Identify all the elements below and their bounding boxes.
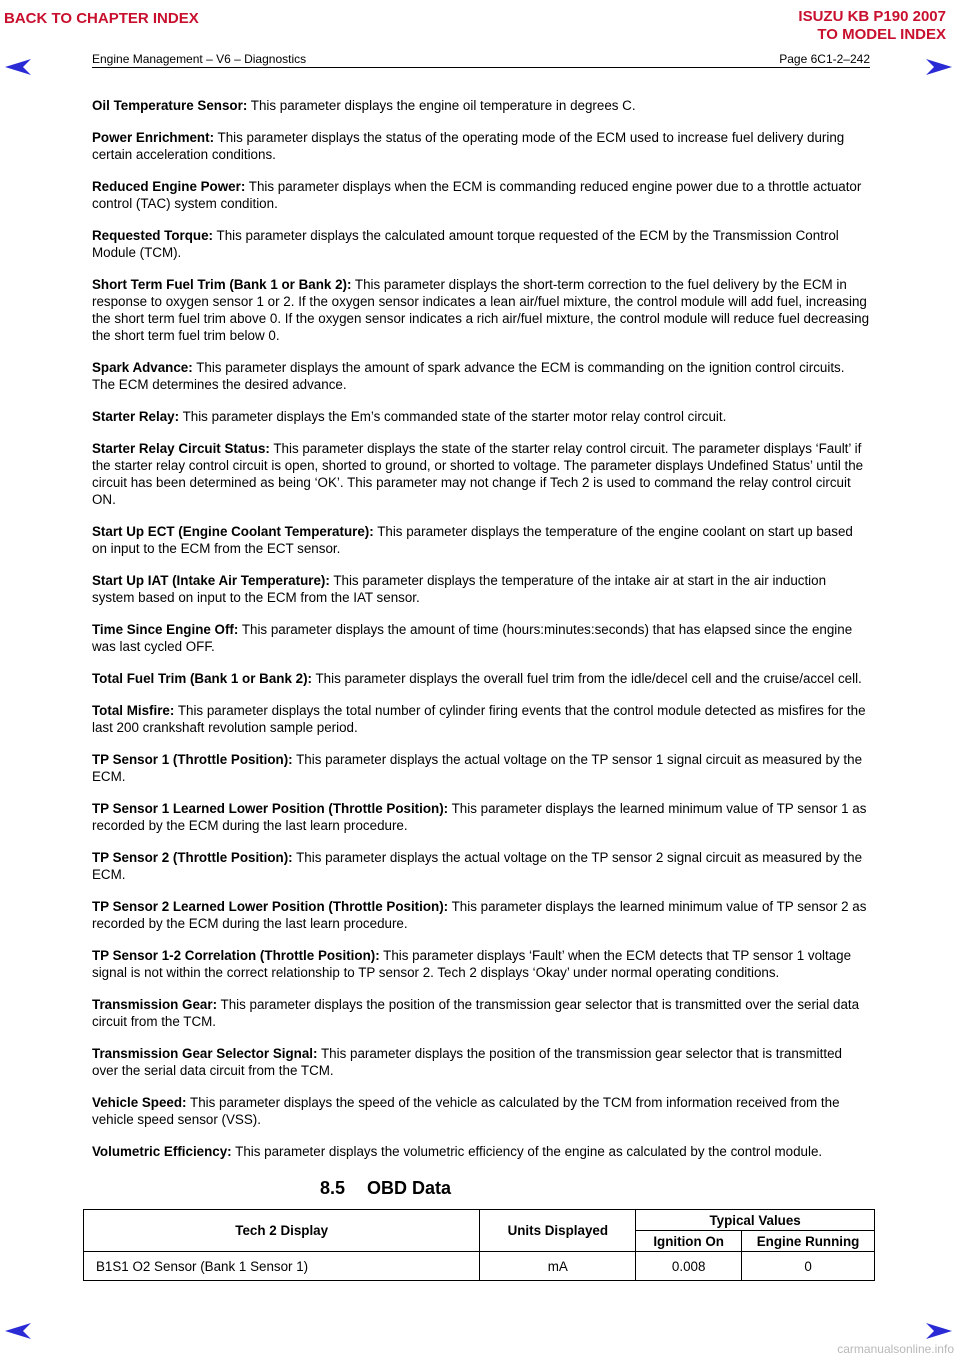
parameter-description: This parameter displays the position of the transmission gear selector that is transmitted over the serial data circuit from the TCM. <box>92 997 860 1029</box>
cell-display: B1S1 O2 Sensor (Bank 1 Sensor 1) <box>84 1252 480 1281</box>
parameter-description: This parameter displays the total number of cylinder firing events that the control module detected as misfires for the last 200 crankshaft revolution sample period. <box>92 703 866 735</box>
parameter-description: This parameter displays the temperature of the engine coolant on start up based on input to the ECM from the ECT sensor. <box>92 524 853 556</box>
obd-data-table <box>83 1209 875 1281</box>
parameter-term: Total Misfire: <box>92 703 175 718</box>
parameter-paragraph <box>92 408 870 425</box>
parameter-paragraph <box>92 1045 870 1079</box>
parameter-term: Total Fuel Trim (Bank 1 or Bank 2): <box>92 671 312 686</box>
parameter-term: Start Up IAT (Intake Air Temperature): <box>92 573 330 588</box>
parameter-paragraph <box>92 947 870 981</box>
back-to-chapter-index-link[interactable]: BACK TO CHAPTER INDEX <box>4 10 199 27</box>
parameter-description: This parameter displays the volumetric efficiency of the engine as calculated by the control module. <box>231 1144 823 1159</box>
header-typical-values: Typical Values <box>636 1210 875 1231</box>
parameter-paragraph <box>92 996 870 1030</box>
section-heading <box>320 1178 451 1199</box>
parameter-term: Requested Torque: <box>92 228 214 243</box>
parameter-description: This parameter displays the amount of time (hours:minutes:seconds) that has elapsed since the engine was last cycled OFF. <box>92 622 853 654</box>
parameter-description: This parameter displays the learned minimum value of TP sensor 2 as recorded by the ECM during the last learn procedure. <box>92 899 867 931</box>
parameter-term: TP Sensor 2 Learned Lower Position (Throttle Position): <box>92 899 449 914</box>
page-number: Page 6C1-2–242 <box>779 52 870 66</box>
parameter-paragraph <box>92 1143 870 1160</box>
parameter-term: Start Up ECT (Engine Coolant Temperature): <box>92 524 374 539</box>
parameter-description: This parameter displays the actual voltage on the TP sensor 2 signal circuit as measured by the ECM. <box>92 850 863 882</box>
parameter-description: This parameter displays the status of the operating mode of the ECM used to increase fuel delivery during certain acceleration conditions. <box>92 130 845 162</box>
model-nav <box>798 8 946 44</box>
section-number: 8.5 <box>320 1178 346 1198</box>
parameter-description: This parameter displays the calculated amount torque requested of the ECM by the Transmission Control Module (TCM). <box>92 228 839 260</box>
parameter-term: TP Sensor 2 (Throttle Position): <box>92 850 293 865</box>
parameter-paragraph <box>92 898 870 932</box>
section-title: OBD Data <box>367 1178 452 1198</box>
table-row <box>84 1252 875 1281</box>
parameter-description: This parameter displays the engine oil temperature in degrees C. <box>247 98 636 113</box>
watermark: carmanualsonline.info <box>837 1342 954 1356</box>
parameter-descriptions <box>92 97 870 1175</box>
next-page-arrow-icon-bottom[interactable] <box>924 1322 954 1340</box>
parameter-term: Power Enrichment: <box>92 130 215 145</box>
parameter-description: This parameter displays the temperature of the intake air at start in the air induction system based on input to the ECM from the IAT sensor. <box>92 573 827 605</box>
parameter-description: This parameter displays ‘Fault’ when the ECM detects that TP sensor 1 voltage signal is not within the correct relationship to TP sensor 2. Tech 2 displays ‘Okay’ under normal operating conditions. <box>92 948 852 980</box>
parameter-paragraph <box>92 227 870 261</box>
parameter-description: This parameter displays the amount of spark advance the ECM is commanding on the ignition control circuits. The ECM determines the desired advance. <box>92 360 845 392</box>
parameter-paragraph <box>92 572 870 606</box>
parameter-term: Spark Advance: <box>92 360 193 375</box>
parameter-paragraph <box>92 800 870 834</box>
parameter-term: Reduced Engine Power: <box>92 179 246 194</box>
parameter-paragraph <box>92 702 870 736</box>
parameter-term: Vehicle Speed: <box>92 1095 187 1110</box>
cell-units: mA <box>480 1252 636 1281</box>
parameter-description: This parameter displays the speed of the vehicle as calculated by the TCM from information received from the vehicle speed sensor (VSS). <box>92 1095 840 1127</box>
parameter-description: This parameter displays the learned minimum value of TP sensor 1 as recorded by the ECM during the last learn procedure. <box>92 801 867 833</box>
parameter-term: Transmission Gear Selector Signal: <box>92 1046 318 1061</box>
parameter-description: This parameter displays the overall fuel trim from the idle/decel cell and the cruise/accel cell. <box>312 671 862 686</box>
parameter-description: This parameter displays the actual voltage on the TP sensor 1 signal circuit as measured by the ECM. <box>92 752 863 784</box>
parameter-term: TP Sensor 1-2 Correlation (Throttle Position): <box>92 948 380 963</box>
parameter-term: Short Term Fuel Trim (Bank 1 or Bank 2): <box>92 277 352 292</box>
parameter-description: This parameter displays when the ECM is commanding reduced engine power due to a throttle actuator control (TAC) system condition. <box>92 179 862 211</box>
parameter-paragraph <box>92 751 870 785</box>
parameter-description: This parameter displays the position of the transmission gear selector that is transmitted over the serial data circuit from the TCM. <box>92 1046 842 1078</box>
header-engine-running: Engine Running <box>742 1231 875 1252</box>
parameter-term: TP Sensor 1 Learned Lower Position (Throttle Position): <box>92 801 449 816</box>
parameter-term: Transmission Gear: <box>92 997 218 1012</box>
parameter-paragraph <box>92 621 870 655</box>
parameter-term: Starter Relay Circuit Status: <box>92 441 270 456</box>
parameter-paragraph <box>92 849 870 883</box>
parameter-paragraph <box>92 670 870 687</box>
previous-page-arrow-icon-bottom[interactable] <box>3 1322 33 1340</box>
header-ignition-on: Ignition On <box>636 1231 742 1252</box>
cell-eng-run: 0 <box>742 1252 875 1281</box>
parameter-paragraph <box>92 97 870 114</box>
parameter-paragraph <box>92 276 870 344</box>
parameter-term: Volumetric Efficiency: <box>92 1144 232 1159</box>
parameter-description: This parameter displays the short-term correction to the fuel delivery by the ECM in response to oxygen sensor 1 or 2. If the oxygen sensor indicates a lean air/fuel mixture, the control module will add fuel, increasing the short term fuel trim above 0. If the oxygen sensor indicates a rich air/fuel mixture, the control module will reduce fuel decreasing the short term fuel trim below 0. <box>92 277 870 343</box>
to-model-index-link[interactable]: TO MODEL INDEX <box>817 26 946 43</box>
header-tech2-display: Tech 2 Display <box>84 1210 480 1252</box>
parameter-term: Oil Temperature Sensor: <box>92 98 248 113</box>
document-title: Engine Management – V6 – Diagnostics <box>92 52 307 66</box>
parameter-description: This parameter displays the state of the starter relay control circuit. The parameter displays ‘Fault’ if the starter relay control circuit is open, shorted to ground, or shorted to voltage. The parameter displays Undefined Status’ until the circuit has been determined as being ‘OK’. This parameter may not change if Tech 2 is used to command the relay control circuit ON. <box>92 441 864 507</box>
previous-page-arrow-icon[interactable] <box>3 58 33 76</box>
parameter-paragraph <box>92 1094 870 1128</box>
cell-ign-on: 0.008 <box>636 1252 742 1281</box>
next-page-arrow-icon[interactable] <box>924 58 954 76</box>
parameter-term: TP Sensor 1 (Throttle Position): <box>92 752 293 767</box>
parameter-paragraph <box>92 440 870 508</box>
model-title: ISUZU KB P190 2007 <box>798 8 946 25</box>
parameter-term: Starter Relay: <box>92 409 180 424</box>
parameter-paragraph <box>92 178 870 212</box>
parameter-paragraph <box>92 523 870 557</box>
parameter-paragraph <box>92 129 870 163</box>
page-header <box>92 52 870 68</box>
header-units-displayed: Units Displayed <box>480 1210 636 1252</box>
parameter-term: Time Since Engine Off: <box>92 622 239 637</box>
parameter-description: This parameter displays the Em’s commanded state of the starter motor relay control circuit. <box>179 409 727 424</box>
parameter-paragraph <box>92 359 870 393</box>
